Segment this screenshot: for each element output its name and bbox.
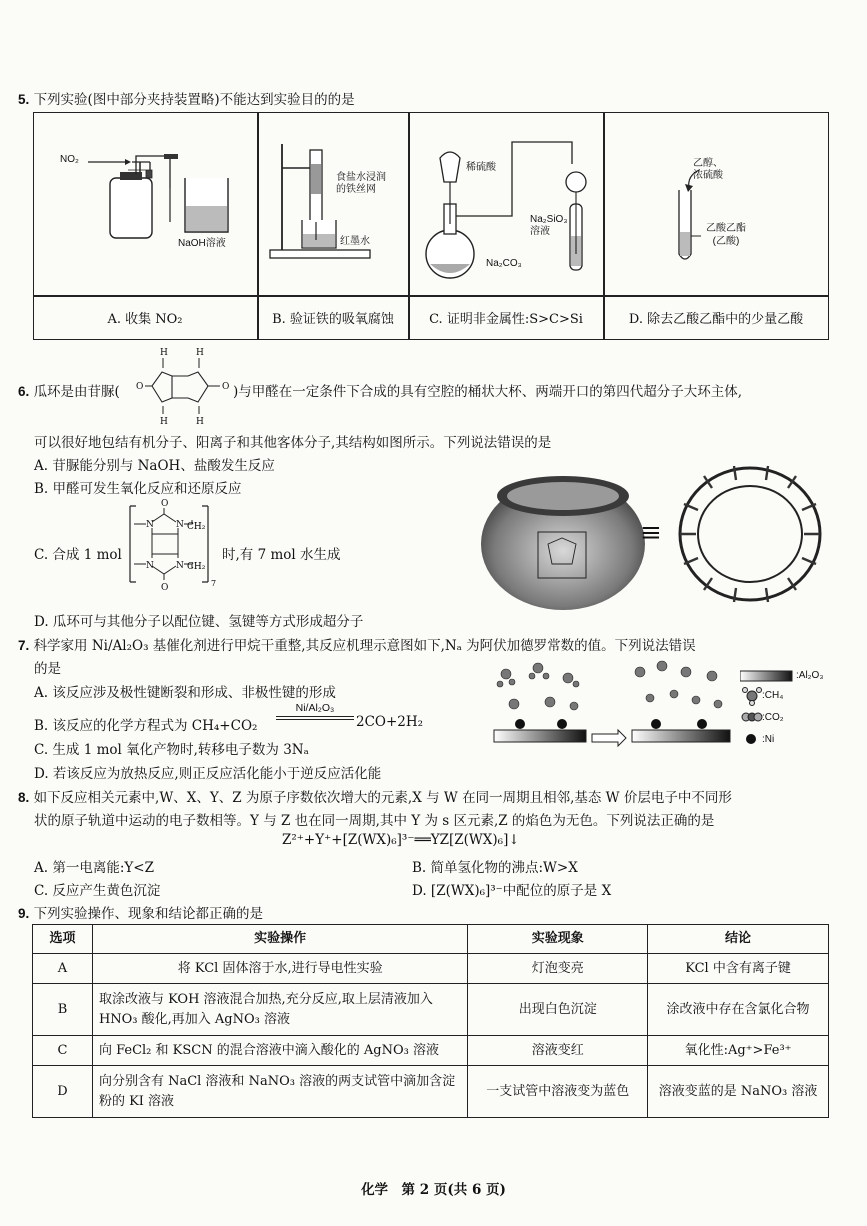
na2sio3-label-2: 溶液 bbox=[530, 226, 550, 237]
q5-divider bbox=[257, 112, 259, 340]
q5-divider bbox=[33, 295, 829, 297]
salt-mesh-label-2: 的铁丝网 bbox=[336, 184, 376, 195]
q5-option-a: A. 收集 NO₂ bbox=[107, 312, 183, 327]
ch2-label-top: CH₂ bbox=[187, 522, 206, 532]
row-phenomenon: 溶液变红 bbox=[468, 1036, 648, 1066]
q5-divider bbox=[408, 112, 410, 340]
na2sio3-label bbox=[530, 214, 567, 238]
q6-stem-a: 瓜环是由苷脲( bbox=[33, 384, 120, 400]
cucurbituril-ring-model bbox=[664, 454, 836, 614]
svg-text:N: N bbox=[176, 561, 184, 571]
apparatus-d-test-tube bbox=[665, 180, 705, 270]
q5-number: 5. bbox=[18, 92, 30, 107]
header-operation: 实验操作 bbox=[92, 925, 467, 954]
q6-stem-1 bbox=[18, 380, 120, 400]
svg-text:O: O bbox=[161, 583, 169, 593]
header-conclusion: 结论 bbox=[648, 925, 829, 954]
ch2-label-bottom: CH₂ bbox=[187, 562, 206, 572]
reaction-mechanism-diagram bbox=[490, 654, 740, 750]
row-phenomenon: 出现白色沉淀 bbox=[468, 984, 648, 1036]
row-operation: 将 KCl 固体溶于水,进行导电性实验 bbox=[92, 954, 467, 984]
salt-mesh-label bbox=[336, 172, 386, 196]
q6-stem-2: )与甲醛在一定条件下合成的具有空腔的桶状大杯、两端开口的第四代超分子大环主体, bbox=[233, 384, 743, 400]
naoh-label: NaOH溶液 bbox=[178, 238, 226, 249]
q7-option-c: C. 生成 1 mol 氧化产物时,转移电子数为 3Nₐ bbox=[34, 742, 309, 758]
q7-number: 7. bbox=[18, 638, 30, 653]
row-option: B bbox=[33, 984, 93, 1036]
svg-text:N: N bbox=[146, 520, 154, 530]
table-row bbox=[33, 954, 829, 984]
legend-ch4-label: :CH₄ bbox=[762, 690, 784, 701]
table-row bbox=[33, 1066, 829, 1118]
q5-stem bbox=[18, 88, 355, 108]
q9-stem-text: 下列实验操作、现象和结论都正确的是 bbox=[33, 906, 264, 922]
apparatus-b-iron-corrosion bbox=[262, 130, 407, 290]
header-option: 选项 bbox=[33, 925, 93, 954]
ethanol-label-2: 浓硫酸 bbox=[693, 170, 723, 181]
q7-stem-a: 科学家用 Ni/Al₂O₃ 基催化剂进行甲烷干重整,其反应机理示意图如下,Nₐ 为阿伏加德罗常数的值。下列说法错误 bbox=[33, 638, 696, 654]
na2sio3-label-1: Na₂SiO₃ bbox=[530, 214, 568, 225]
svg-text:H: H bbox=[160, 417, 168, 427]
row-phenomenon: 灯泡变亮 bbox=[468, 954, 648, 984]
q8-option-b: B. 简单氢化物的沸点:W>X bbox=[412, 860, 578, 876]
row-option: A bbox=[33, 954, 93, 984]
ni-atom-icon bbox=[744, 732, 758, 746]
svg-text:N: N bbox=[146, 561, 154, 571]
q5-stem-text: 下列实验(图中部分夹持装置略)不能达到实验目的的是 bbox=[33, 92, 355, 108]
legend-al2o3-label: :Al₂O₃ bbox=[796, 670, 824, 681]
ch4-molecule-icon bbox=[742, 686, 762, 706]
q5-option-c: C. 证明非金属性:S>C>Si bbox=[429, 312, 583, 327]
row-operation: 向 FeCl₂ 和 KSCN 的混合溶液中滴入酸化的 AgNO₃ 溶液 bbox=[92, 1036, 467, 1066]
svg-text:H: H bbox=[196, 417, 204, 427]
row-operation: 取涂改液与 KOH 溶液混合加热,充分反应,取上层清液加入 HNO₃ 酸化,再加入 AgNO₃ 溶液 bbox=[92, 984, 467, 1036]
q8-option-c: C. 反应产生黄色沉淀 bbox=[34, 883, 161, 899]
equals-sign bbox=[276, 716, 354, 720]
q6-option-a: A. 苷脲能分别与 NaOH、盐酸发生反应 bbox=[34, 458, 275, 474]
q5-divider bbox=[603, 112, 605, 340]
q8-number: 8. bbox=[18, 790, 30, 805]
q7-option-a: A. 该反应涉及极性键断裂和形成、非极性键的形成 bbox=[34, 685, 336, 701]
row-option: D bbox=[33, 1066, 93, 1118]
dilute-h2so4-label: 稀硫酸 bbox=[466, 162, 496, 173]
na2co3-label: Na₂CO₃ bbox=[486, 258, 522, 269]
q5-option-d: D. 除去乙酸乙酯中的少量乙酸 bbox=[628, 312, 804, 327]
co2-molecule-icon bbox=[740, 708, 764, 726]
svg-text:H: H bbox=[196, 348, 204, 358]
header-phenomenon: 实验现象 bbox=[468, 925, 648, 954]
cucurbituril-barrel-image bbox=[478, 464, 648, 614]
row-conclusion: 溶液变蓝的是 NaNO₃ 溶液 bbox=[648, 1066, 829, 1118]
row-phenomenon: 一支试管中溶液变为蓝色 bbox=[468, 1066, 648, 1118]
q7-stem-1 bbox=[18, 634, 696, 654]
table-row bbox=[33, 1036, 829, 1066]
svg-text:O: O bbox=[136, 382, 144, 392]
q6-number: 6. bbox=[18, 384, 30, 399]
q6-option-d: D. 瓜环可与其他分子以配位键、氢键等方式形成超分子 bbox=[34, 614, 364, 630]
q7-option-b-post: 2CO+2H₂ bbox=[356, 714, 424, 730]
row-conclusion: KCl 中含有离子键 bbox=[648, 954, 829, 984]
q5-option-b: B. 验证铁的吸氧腐蚀 bbox=[272, 312, 394, 327]
ester-label-2: (乙酸) bbox=[712, 236, 740, 247]
table-header-row bbox=[33, 925, 829, 954]
svg-text:O: O bbox=[222, 382, 230, 392]
salt-mesh-label-1: 食盐水浸润 bbox=[336, 172, 386, 183]
ethanol-label bbox=[693, 158, 723, 182]
q7-option-d: D. 若该反应为放热反应,则正反应活化能小于逆反应活化能 bbox=[34, 766, 382, 782]
q8-stem-2: 状的原子轨道中运动的电子数相等。Y 与 Z 也在同一周期,其中 Y 为 s 区元素,Z 的焰色为无色。下列说法正确的是 bbox=[34, 813, 715, 829]
svg-text:N: N bbox=[176, 520, 184, 530]
ester-label-1: 乙酸乙酯 bbox=[706, 223, 746, 234]
q9-number: 9. bbox=[18, 906, 30, 921]
svg-text:H: H bbox=[160, 348, 168, 358]
legend-al2o3-swatch bbox=[740, 670, 794, 682]
glycoluril-structure bbox=[136, 346, 234, 428]
q7-option-b-pre: B. 该反应的化学方程式为 CH₄+CO₂ bbox=[34, 718, 258, 734]
q6-option-b: B. 甲醛可发生氧化反应和还原反应 bbox=[34, 481, 242, 497]
table-row bbox=[33, 984, 829, 1036]
q8-option-d: D. [Z(WX)₆]³⁻中配位的原子是 X bbox=[412, 883, 612, 899]
legend-co2-label: :CO₂ bbox=[762, 712, 784, 723]
no2-label: NO₂ bbox=[60, 154, 79, 165]
q7-stem-2: 的是 bbox=[34, 661, 61, 677]
row-operation: 向分别含有 NaCl 溶液和 NaNO₃ 溶液的两支试管中滴加含淀粉的 KI 溶液 bbox=[92, 1066, 467, 1118]
ester-label bbox=[706, 222, 746, 248]
row-option: C bbox=[33, 1036, 93, 1066]
equivalence-symbol: ≡ bbox=[640, 518, 662, 548]
q8-option-a: A. 第一电离能:Y<Z bbox=[34, 860, 154, 876]
page-footer: 化学 第 2 页(共 6 页) bbox=[361, 1182, 506, 1198]
red-ink-label: 红墨水 bbox=[340, 236, 370, 247]
svg-text:O: O bbox=[161, 499, 169, 509]
q8-stem-a: 如下反应相关元素中,W、X、Y、Z 为原子序数依次增大的元素,X 与 W 在同一周期且相邻,基态 W 价层电子中不同形 bbox=[33, 790, 732, 806]
q6-option-c-post: 时,有 7 mol 水生成 bbox=[222, 547, 341, 563]
q8-stem-1 bbox=[18, 786, 732, 806]
ethanol-label-1: 乙醇、 bbox=[693, 158, 723, 169]
row-conclusion: 涂改液中存在含氯化合物 bbox=[648, 984, 829, 1036]
q8-equation: Z²⁺+Y⁺+[Z(WX)₆]³⁻══YZ[Z(WX)₆]↓ bbox=[282, 832, 520, 848]
q9-experiment-table bbox=[32, 924, 829, 1118]
legend-ni-label: :Ni bbox=[762, 734, 775, 745]
q7-catalyst-label: Ni/Al₂O₃ bbox=[295, 702, 335, 714]
subscript-7: 7 bbox=[211, 579, 217, 588]
q6-stem-3: 可以很好地包结有机分子、阳离子和其他客体分子,其结构如图所示。下列说法错误的是 bbox=[34, 435, 552, 451]
q6-option-c-pre: C. 合成 1 mol bbox=[34, 547, 122, 563]
row-conclusion: 氧化性:Ag⁺>Fe³⁺ bbox=[648, 1036, 829, 1066]
q9-stem bbox=[18, 902, 263, 922]
q7-reaction-condition bbox=[276, 702, 354, 720]
